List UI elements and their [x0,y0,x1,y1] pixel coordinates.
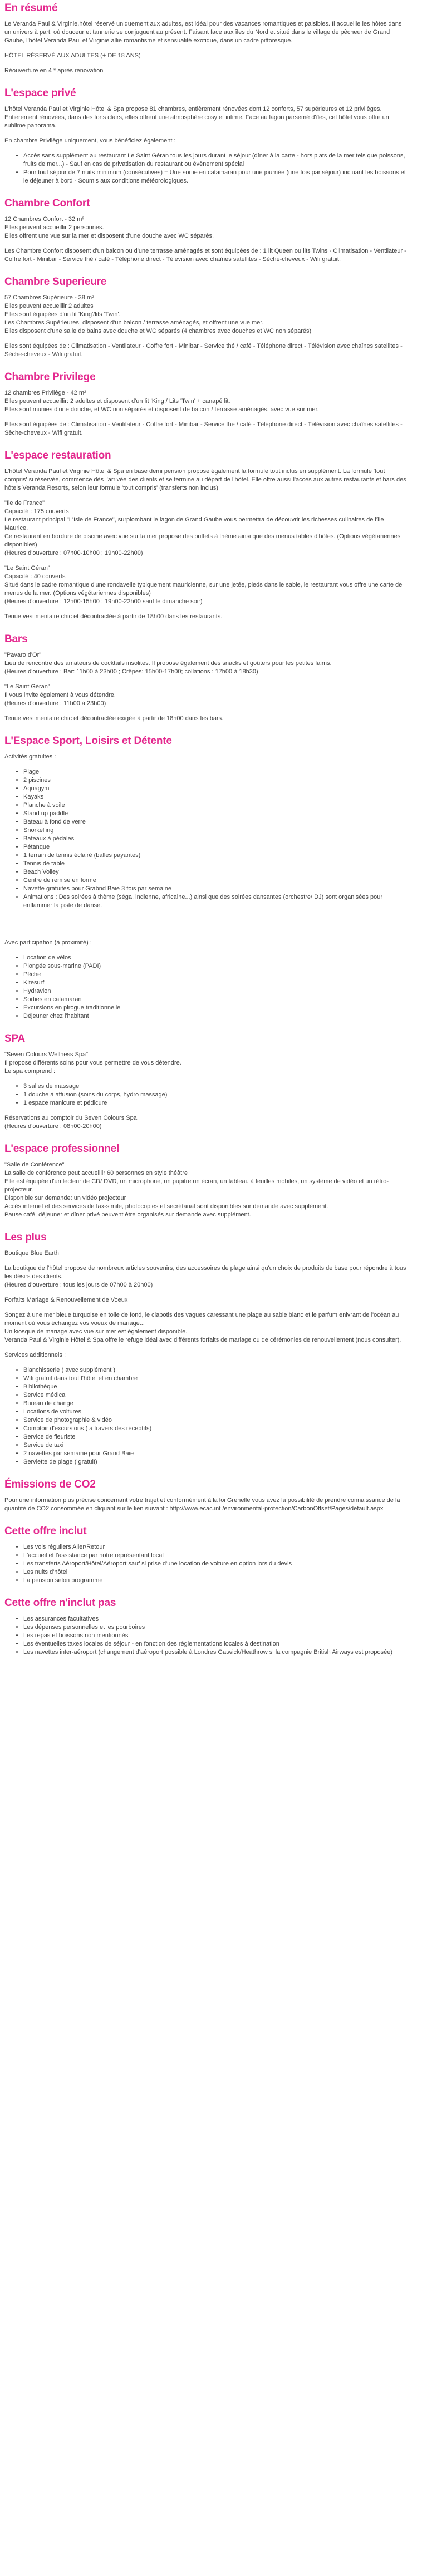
paragraph [4,683,406,708]
list-item: • Pêche [23,971,406,979]
text-line: (Heures d'ouverture : Bar: 11h00 à 23h00 ; Crêpes: 15h00-17h00; collations : 17h00 à 18h30) [4,668,258,675]
paragraph [4,651,406,676]
text-line: Le spa comprend : [4,1068,56,1075]
list-item: • Locations de voitures [23,1408,406,1416]
paragraph [4,52,406,60]
paragraph [4,137,406,145]
paragraph [4,1249,406,1258]
text-line: (Heures d'ouverture : 11h00 à 23h00) [4,700,106,707]
paragraph [4,613,406,621]
list-item: • Service de fleuriste [23,1433,406,1441]
section-ninclut [4,1597,406,1657]
list-item: • Excursions en pirogue traditionnelle [23,1004,406,1012]
bullet-list [4,1543,406,1585]
list-item: • Bateaux à pédales [23,835,406,843]
paragraph [4,467,406,492]
text-line: HÔTEL RÉSERVÉ AUX ADULTES (+ DE 18 ANS) [4,52,141,59]
bullet-list [4,954,406,1021]
paragraph [4,1051,406,1076]
list-item: • Aquagym [23,785,406,793]
text-line: Réouverture en 4 * après rénovation [4,67,104,74]
text-line: Elles peuvent accueillir: 2 adultes et disposent d'un lit 'King / Lits 'Twin' + canapé lit. [4,398,230,405]
list-item: • Service de taxi [23,1441,406,1450]
text-line: (Heures d'ouverture : 07h00-10h00 ; 19h00-22h00) [4,550,143,556]
list-item: • Les dépenses personnelles et les pourboires [23,1623,406,1632]
paragraph [4,247,406,264]
text-line: Elles sont équipées d'un lit 'King'/lits 'Twin'. [4,311,121,318]
section-prive [4,87,406,185]
section-title: Chambre Superieure [4,276,107,288]
list-item: • Location de vélos [23,954,406,962]
text-line: 12 chambres Privilège - 42 m² [4,390,86,396]
list-item: • Navette gratuites pour Grabnd Baie 3 fois par semaine [23,885,406,893]
list-item: • Accès sans supplément au restaurant Le Saint Géran tous les jours durant le séjour (dîner à la carte - hors plats de la mer tels que poissons, fruits de mer...) - Sauf en cas de privatisation du restaurant ou évènement spécial [23,152,406,169]
list-item: • Pétanque [23,843,406,851]
text-line: En chambre Privilège uniquement, vous bénéficiez également : [4,137,176,144]
text-line: Avec participation (à proximité) : [4,939,92,946]
section-privilege [4,371,406,437]
text-line: L'hôtel Veranda Paul et Virginie Hôtel & Spa en base demi pension propose également la formule tout inclus en supplément. La formule 'tout compris' si réservée, commence dès l'arrivée des clients et se termine au départ de l'hôtel. Elle offre aussi l'accès aux autres restaurants et bars des hôtels Veranda Resorts, selon leur formule 'tout compris' (transferts non inclus) [4,468,406,491]
list-item: • Tennis de table [23,860,406,868]
list-item: • Wifi gratuit dans tout l'hôtel et en chambre [23,1375,406,1383]
list-item: • Kayaks [23,793,406,801]
text-line: Activités gratuites : [4,753,56,760]
text-line: Il vous invite également à vous détendre. [4,692,116,698]
text-line: Le restaurant principal "L'Isle de France", surplombant le lagon de Grand Gaube vous permettra de découvrir les richesses culinaires de l'île Maurice. [4,516,384,531]
list-item: • Bibliothèque [23,1383,406,1391]
text-line: "Le Saint Géran" [4,683,50,690]
paragraph [4,421,406,437]
list-item: • Sorties en catamaran [23,996,406,1004]
text-line: Capacité : 175 couverts [4,508,69,515]
paragraph [4,715,406,723]
text-line: Elle est équipée d'un lecteur de CD/ DVD, un microphone, un pupitre un écran, un tableau à feuilles mobiles, un système de vidéo et un rétro-projecteur. [4,1178,389,1193]
list-item: • Stand up paddle [23,810,406,818]
text-line: Elles offrent une vue sur la mer et disposent d'une douche avec WC séparés. [4,233,214,239]
bullet-list [4,1082,406,1107]
section-superieure [4,276,406,359]
list-item: • Bureau de change [23,1400,406,1408]
text-line: Les Chambre Confort disposent d'un balcon ou d'une terrasse aménagés et sont équipées de : 1 lit Queen ou lits Twins - Climatisation - Ventilateur - Coffre fort - Minibar - Service thé / café - Téléphone direct - Télévision avec chaînes satellites - Sèche-cheveux - Wifi gratuit. [4,248,406,263]
list-item: • 2 piscines [23,776,406,785]
paragraph [4,294,406,336]
bullet-list [4,768,406,910]
list-item: • Les éventuelles taxes locales de séjour - en fonction des réglementations locales à destination [23,1640,406,1648]
paragraph [4,1161,406,1219]
list-item: • L'accueil et l'assistance par notre représentant local [23,1551,406,1560]
text-line: Accès internet et des services de fax-simile, photocopies et secrétariat sont disponibles sur demande avec supplément. [4,1203,328,1210]
text-line: Forfaits Mariage & Renouvellement de Voeux [4,1297,128,1303]
section-restauration [4,450,406,621]
text-line: Elles sont équipées de : Climatisation - Ventilateur - Coffre fort - Minibar - Service thé / café - Téléphone direct - Télévision avec chaînes satellites - Sèche-cheveux - Wifi gratuit. [4,343,403,358]
list-item: • Comptoir d'excursions ( à travers des réceptifs) [23,1425,406,1433]
section-title: L'espace restauration [4,450,111,461]
paragraph [4,1311,406,1344]
text-line: Situé dans le cadre romantique d'une rondavelle typiquement mauricienne, sur une jetée, pieds dans le sable, le restaurant vous offre une carte de menus de la mer. (Options végétariennes disponibles) [4,582,403,597]
section-title: Cette offre inclut [4,1525,87,1537]
paragraph [4,564,406,606]
list-item: • 1 espace manicure et pédicure [23,1099,406,1107]
section-title: Chambre Privilege [4,371,96,383]
list-item: • Beach Volley [23,868,406,876]
list-item: • Plage [23,768,406,776]
section-title: Bars [4,633,28,645]
list-item: • 2 navettes par semaine pour Grand Baie [23,1450,406,1458]
list-item: • Les repas et boissons non mentionnés [23,1632,406,1640]
paragraph [4,499,406,558]
text-line: Elles peuvent accueillir 2 personnes. [4,224,104,231]
text-line: (Heures d'ouverture : 08h00-20h00) [4,1123,102,1130]
text-line: 12 Chambres Confort - 32 m² [4,216,85,223]
text-line: "Le Saint Géran" [4,565,50,572]
section-inclut [4,1525,406,1585]
list-item: • Animations : Des soirées à thème (séga, indienne, africaine...) ainsi que des soirées dansantes (orchestre/ DJ) sont organisées pour enflammer la piste de danse. [23,893,406,910]
text-line: La salle de conférence peut accueillir 60 personnes en style théâtre [4,1170,188,1176]
list-item: • Bateau à fond de verre [23,818,406,826]
text-line: Services additionnels : [4,1352,66,1358]
list-item: • Les nuits d'hôtel [23,1568,406,1577]
text-line: Disponible sur demande: un vidéo projecteur [4,1195,126,1201]
paragraph [4,1496,406,1513]
text-line: Tenue vestimentaire chic et décontractée à partir de 18h00 dans les restaurants. [4,613,223,620]
text-line: Elles sont équipées de : Climatisation - Ventilateur - Coffre fort - Minibar - Service thé / café - Téléphone direct - Télévision avec chaînes satellites - Sèche-cheveux - Wifi gratuit. [4,421,403,436]
section-co2 [4,1479,406,1513]
text-line: Il propose différents soins pour vous permettre de vous détendre. [4,1060,181,1066]
list-item: • Plongée sous-marine (PADI) [23,962,406,971]
list-item: • Service médical [23,1391,406,1400]
section-title: En résumé [4,2,58,14]
text-line: "Seven Colours Wellness Spa" [4,1051,89,1058]
text-line: "Ile de France" [4,500,45,506]
text-line: (Heures d'ouverture : 12h00-15h00 ; 19h00-22h00 sauf le dimanche soir) [4,598,203,605]
paragraph [4,1114,406,1131]
text-line: 57 Chambres Supérieure - 38 m² [4,294,94,301]
paragraph [4,1351,406,1360]
paragraph [4,389,406,414]
list-item: • Serviette de plage ( gratuit) [23,1458,406,1466]
section-confort [4,198,406,264]
text-line: La boutique de l'hôtel propose de nombreux articles souvenirs, des accessoires de plage ainsi qu'un choix de produits de base pour répondre à tous les désirs des clients. [4,1265,406,1280]
paragraph [4,753,406,761]
text-line: Boutique Blue Earth [4,1250,59,1257]
paragraph [4,215,406,240]
spacer [4,917,406,939]
list-item: • Les vols réguliers Aller/Retour [23,1543,406,1551]
text-line: Le Veranda Paul & Virginie,hôtel réservé uniquement aux adultes, est idéal pour des vacances romantiques et paisibles. Il accueille les hôtes dans un univers à part, où douceur et tannerie se conjuguent au présent. Faisant face aux îles du Nord et situé dans le village de pêcheur de Grand Gaube, l'hôtel Veranda Paul et Virginie allie romantisme et sensualité exotique, dans un cadre pittoresque. [4,21,402,44]
section-title: Cette offre n'inclut pas [4,1597,116,1609]
list-item: • Déjeuner chez l'habitant [23,1012,406,1021]
text-line: Elles disposent d'une salle de bains avec douche et WC séparés (4 chambres avec douches et WC non séparés) [4,328,312,334]
paragraph [4,342,406,359]
bullet-list [4,1366,406,1466]
section-title: L'Espace Sport, Loisirs et Détente [4,735,172,747]
text-line: Elles peuvent accueillir 2 adultes [4,303,94,309]
list-item: • Kitesurf [23,979,406,987]
text-line: Ce restaurant en bordure de piscine avec vue sur la mer propose des buffets à thème ainsi que des menus tables d'hôtes. (Options végétariennes disponibles) [4,533,401,548]
section-resume [4,2,406,75]
list-item: • Blanchisserie ( avec supplément ) [23,1366,406,1375]
text-line: Capacité : 40 couverts [4,573,66,580]
list-item: • Snorkelling [23,826,406,835]
list-item: • 3 salles de massage [23,1082,406,1091]
list-item: • Hydravion [23,987,406,996]
section-title: SPA [4,1033,26,1045]
bullet-list [4,152,406,185]
text-line: Pour une information plus précise concernant votre trajet et conformément à la loi Grenelle vous avez la possibilité de prendre connaissance de la quantité de CO2 consommée en cliquant sur le lien suivant : http://www.ecac.int /environmental-protection/CarbonOffset/Pages/default.aspx [4,1497,400,1512]
section-spa [4,1033,406,1131]
paragraph [4,105,406,130]
section-title: Les plus [4,1232,47,1243]
list-item: • Centre de remise en forme [23,876,406,885]
text-line: Pause café, déjeuner et dîner privé peuvent être organisés sur demande avec supplément. [4,1211,251,1218]
list-item: • 1 terrain de tennis éclairé (balles payantes) [23,851,406,860]
list-item: • Planche à voile [23,801,406,810]
section-bars [4,633,406,723]
text-line: Réservations au comptoir du Seven Colours Spa. [4,1115,139,1121]
bullet-list [4,1615,406,1657]
paragraph [4,67,406,75]
paragraph [4,20,406,45]
section-sport [4,735,406,1021]
list-item: • La pension selon programme [23,1577,406,1585]
text-line: Elles sont munies d'une douche, et WC non séparés et disposent de balcon / terrasse aménagés, avec vue sur mer. [4,406,319,413]
section-pro [4,1143,406,1219]
text-line: Songez à une mer bleue turquoise en toile de fond, le clapotis des vagues caressant une plage au sable blanc et le parfum enivrant de l'océan au moment où vous échangez vos voeux de mariage... [4,1312,399,1327]
section-plus [4,1232,406,1466]
text-line: Tenue vestimentaire chic et décontractée exigée à partir de 18h00 dans les bars. [4,715,224,722]
paragraph [4,1264,406,1289]
paragraph [4,939,406,947]
text-line: Lieu de rencontre des amateurs de cocktails insolites. Il propose également des snacks et goûters pour les petites faims. [4,660,332,667]
text-line: Un kiosque de mariage avec vue sur mer est également disponible. [4,1328,188,1335]
text-line: "Salle de Conférence" [4,1161,65,1168]
section-title: Émissions de CO2 [4,1479,96,1490]
list-item: • Les navettes inter-aéroport (changement d'aéroport possible à Londres Gatwick/Heathrow si la compagnie British Airways est proposée) [23,1648,406,1657]
list-item: • Service de photographie & vidéo [23,1416,406,1425]
text-line: L'hôtel Veranda Paul et Virginie Hôtel & Spa propose 81 chambres, entièrement rénovées dont 12 conforts, 57 supérieures et 12 privilèges. Entièrement rénovées, dans des tons clairs, elles offrent une atmosphère cosy et intime. Face au lagon parsemé d'îles, cet hôtel vous offre un sublime panorama. [4,106,389,129]
paragraph [4,1296,406,1304]
text-line: Les Chambres Supérieures, disposent d'un balcon / terrasse aménagés, et offrent une vue mer. [4,319,264,326]
list-item: • Les transferts Aéroport/Hôtel/Aéroport sauf si prise d'une location de voiture en option lors du devis [23,1560,406,1568]
section-title: L'espace privé [4,87,76,99]
section-title: Chambre Confort [4,198,90,209]
list-item: • Pour tout séjour de 7 nuits minimum (consécutives) = Une sortie en catamaran pour une journée (une fois par séjour) incluant les boissons et le déjeuner à bord - Soumis aux conditions météorologiques. [23,169,406,185]
section-title: L'espace professionnel [4,1143,120,1155]
list-item: • Les assurances facultatives [23,1615,406,1623]
text-line: (Heures d'ouverture : tous les jours de 07h00 à 20h00) [4,1282,153,1288]
text-line: "Pavaro d'Or" [4,652,42,658]
list-item: • 1 douche à affusion (soins du corps, hydro massage) [23,1091,406,1099]
text-line: Veranda Paul & Virginie Hôtel & Spa offre le refuge idéal avec différents forfaits de mariage ou de cérémonies de renouvellement (nous consulter). [4,1337,401,1343]
